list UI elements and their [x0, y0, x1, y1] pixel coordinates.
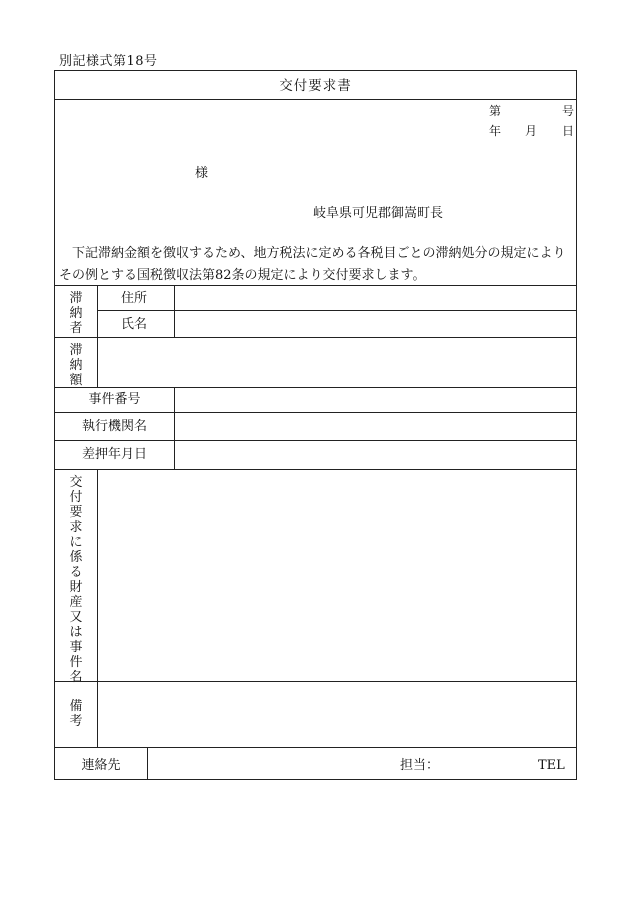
address-label: 住所 [121, 291, 148, 306]
contact-label: 連絡先 [81, 758, 121, 773]
form-title: 交付要求書 [279, 78, 352, 94]
name-field[interactable] [175, 311, 575, 337]
delinquent-amount-field[interactable] [98, 338, 575, 387]
date-year-label: 年 [489, 124, 502, 138]
case-number-label: 事件番号 [88, 392, 141, 407]
enforcement-agency-label: 執行機関名 [81, 419, 147, 434]
delinquent-amount-label: 滞納額 [69, 343, 83, 388]
case-number-field[interactable] [175, 388, 575, 412]
enforcement-agency-field[interactable] [175, 413, 575, 440]
request-body-text: 下記滞納金額を徴収するため、地方税法に定める各税目ごとの滞納処分の規定によりその例とする国税徴収法第82条の規定により交付要求します。 [59, 246, 566, 283]
seizure-date-label: 差押年月日 [81, 447, 147, 462]
property-label: 交付要求に係る財産又は事件名 [69, 475, 83, 685]
address-field[interactable] [175, 285, 575, 310]
taxpayer-group-label: 滞納者 [69, 291, 83, 336]
doc-number-suffix: 号 [562, 104, 575, 118]
date-month-label: 月 [525, 124, 538, 138]
remarks-field[interactable] [98, 682, 575, 747]
doc-number-prefix: 第 [489, 104, 502, 118]
person-in-charge-label: 担当： [400, 758, 440, 773]
delivery-request-form [54, 70, 577, 780]
property-field[interactable] [98, 470, 575, 681]
date-day-label: 日 [562, 124, 575, 138]
issuer-name: 岐阜県可児郡御嵩町長 [313, 206, 444, 221]
form-number-label: 別記様式第18号 [59, 54, 158, 69]
tel-label: TEL [538, 758, 565, 773]
addressee-suffix: 様 [195, 166, 209, 181]
remarks-label: 備考 [69, 699, 83, 729]
seizure-date-field[interactable] [175, 441, 575, 469]
name-label: 氏名 [121, 317, 148, 332]
